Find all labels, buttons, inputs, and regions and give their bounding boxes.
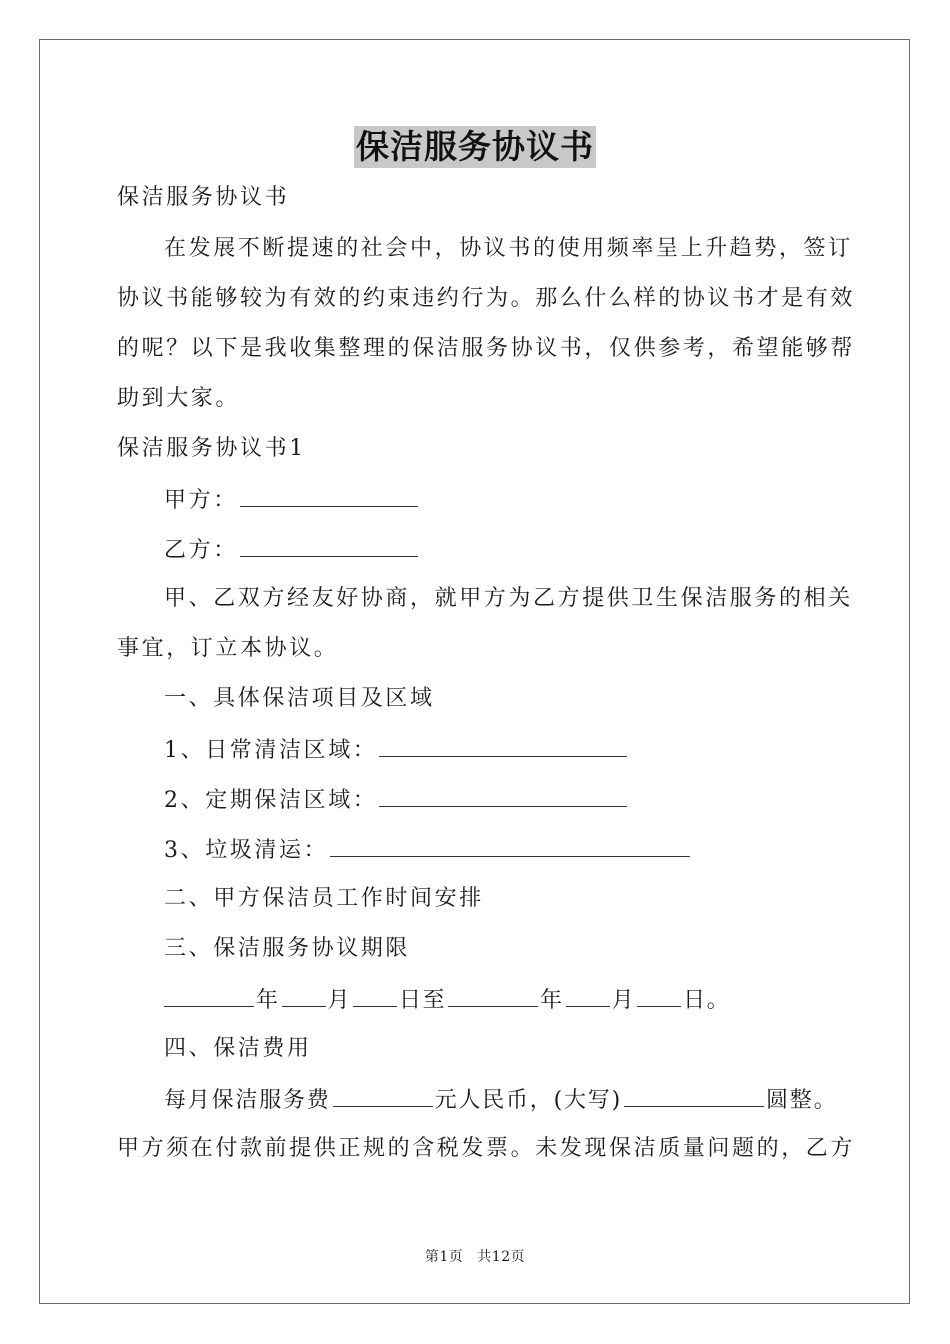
page-number: 第1页: [424, 1249, 464, 1265]
party-b-blank: [240, 534, 418, 557]
period-day-end-blank: [637, 984, 681, 1007]
clause-4-heading: 四、保洁费用: [164, 1036, 312, 1061]
item-2-line: [164, 784, 629, 816]
item-1-label: 1、日常清洁区域：: [164, 738, 378, 763]
fee-label: 每月保洁服务费: [164, 1088, 331, 1113]
period-year-start-blank: [164, 984, 254, 1007]
fee-uppercase-blank: [624, 1084, 764, 1107]
party-a-line: [164, 484, 420, 516]
title-wrap: [0, 126, 950, 168]
item-3-line: [164, 834, 692, 866]
fee-amount-blank: [333, 1084, 433, 1107]
period-day-start: 日至: [399, 988, 447, 1013]
item-3-label: 3、垃圾清运：: [164, 838, 329, 863]
preamble-line-1: 甲、乙双方经友好协商，就甲方为乙方提供卫生保洁服务的相关: [164, 586, 853, 611]
page-total: 共12页: [477, 1249, 526, 1265]
period-year-end: 年: [540, 988, 564, 1013]
party-b-label: 乙方：: [164, 538, 238, 563]
invoice-line: 甲方须在付款前提供正规的含税发票。未发现保洁质量问题的，乙方: [117, 1136, 856, 1161]
intro-line-3: 的呢？以下是我收集整理的保洁服务协议书，仅供参考，希望能够帮: [117, 336, 856, 361]
clause-2-heading: 二、甲方保洁员工作时间安排: [164, 886, 484, 911]
intro-line-2: 协议书能够较为有效的约束违约行为。那么什么样的协议书才是有效: [117, 286, 856, 311]
party-b-line: [164, 534, 420, 566]
item-3-blank: [330, 834, 690, 857]
fee-end: 圆整。: [765, 1088, 838, 1113]
item-1-blank: [379, 734, 627, 757]
period-month-end: 月: [611, 988, 636, 1013]
document-subtitle: 保洁服务协议书: [117, 185, 290, 210]
period-month-start: 月: [327, 988, 352, 1013]
page-footer: [0, 1247, 950, 1267]
intro-line-1: 在发展不断提速的社会中，协议书的使用频率呈上升趋势，签订: [164, 236, 853, 261]
period-month-start-blank: [282, 984, 326, 1007]
document-title: 保洁服务协议书: [356, 127, 594, 166]
intro-line-4: 助到大家。: [117, 386, 241, 411]
preamble-line-2: 事宜，订立本协议。: [117, 636, 339, 661]
period-day-end: 日。: [683, 988, 731, 1013]
party-a-blank: [240, 484, 418, 507]
period-line: [164, 984, 730, 1016]
party-a-label: 甲方：: [164, 488, 238, 513]
period-year-start: 年: [256, 988, 280, 1013]
period-month-end-blank: [566, 984, 610, 1007]
period-day-start-blank: [353, 984, 397, 1007]
fee-line: [164, 1084, 837, 1116]
fee-currency: 元人民币，(大写): [434, 1088, 622, 1113]
item-1-line: [164, 734, 629, 766]
clause-3-heading: 三、保洁服务协议期限: [164, 936, 411, 961]
period-year-end-blank: [448, 984, 538, 1007]
item-2-label: 2、定期保洁区域：: [164, 788, 378, 813]
item-2-blank: [379, 784, 627, 807]
clause-1-heading: 一、具体保洁项目及区域: [164, 686, 435, 711]
section-title: 保洁服务协议书1: [117, 436, 306, 461]
